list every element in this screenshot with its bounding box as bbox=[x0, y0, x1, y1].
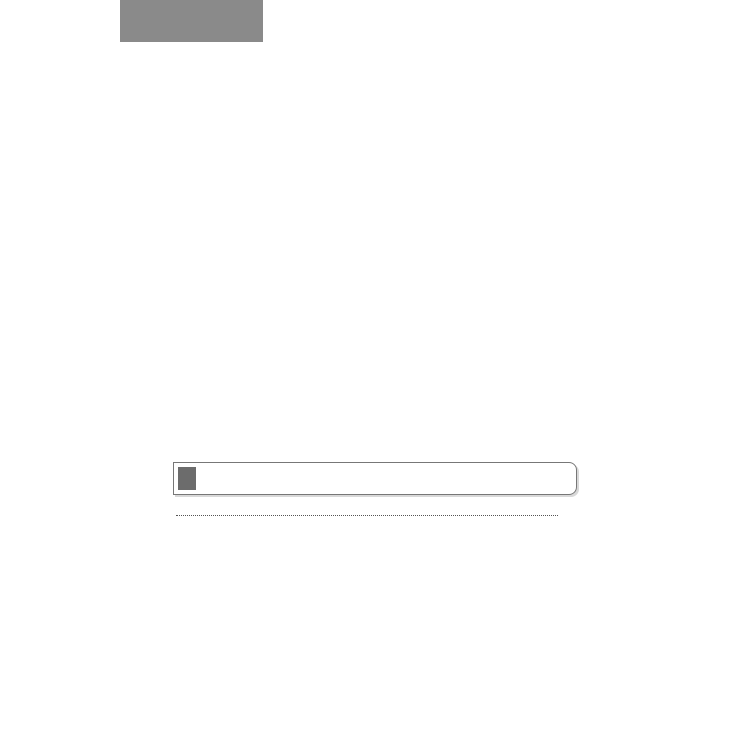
dot-leader bbox=[176, 515, 558, 516]
contents-header-tab bbox=[120, 0, 263, 42]
chapter-number-badge bbox=[178, 467, 196, 490]
chapter-heading bbox=[173, 462, 577, 495]
toc-section-bottom bbox=[173, 499, 578, 520]
chapter-intro-row[interactable] bbox=[173, 499, 578, 520]
